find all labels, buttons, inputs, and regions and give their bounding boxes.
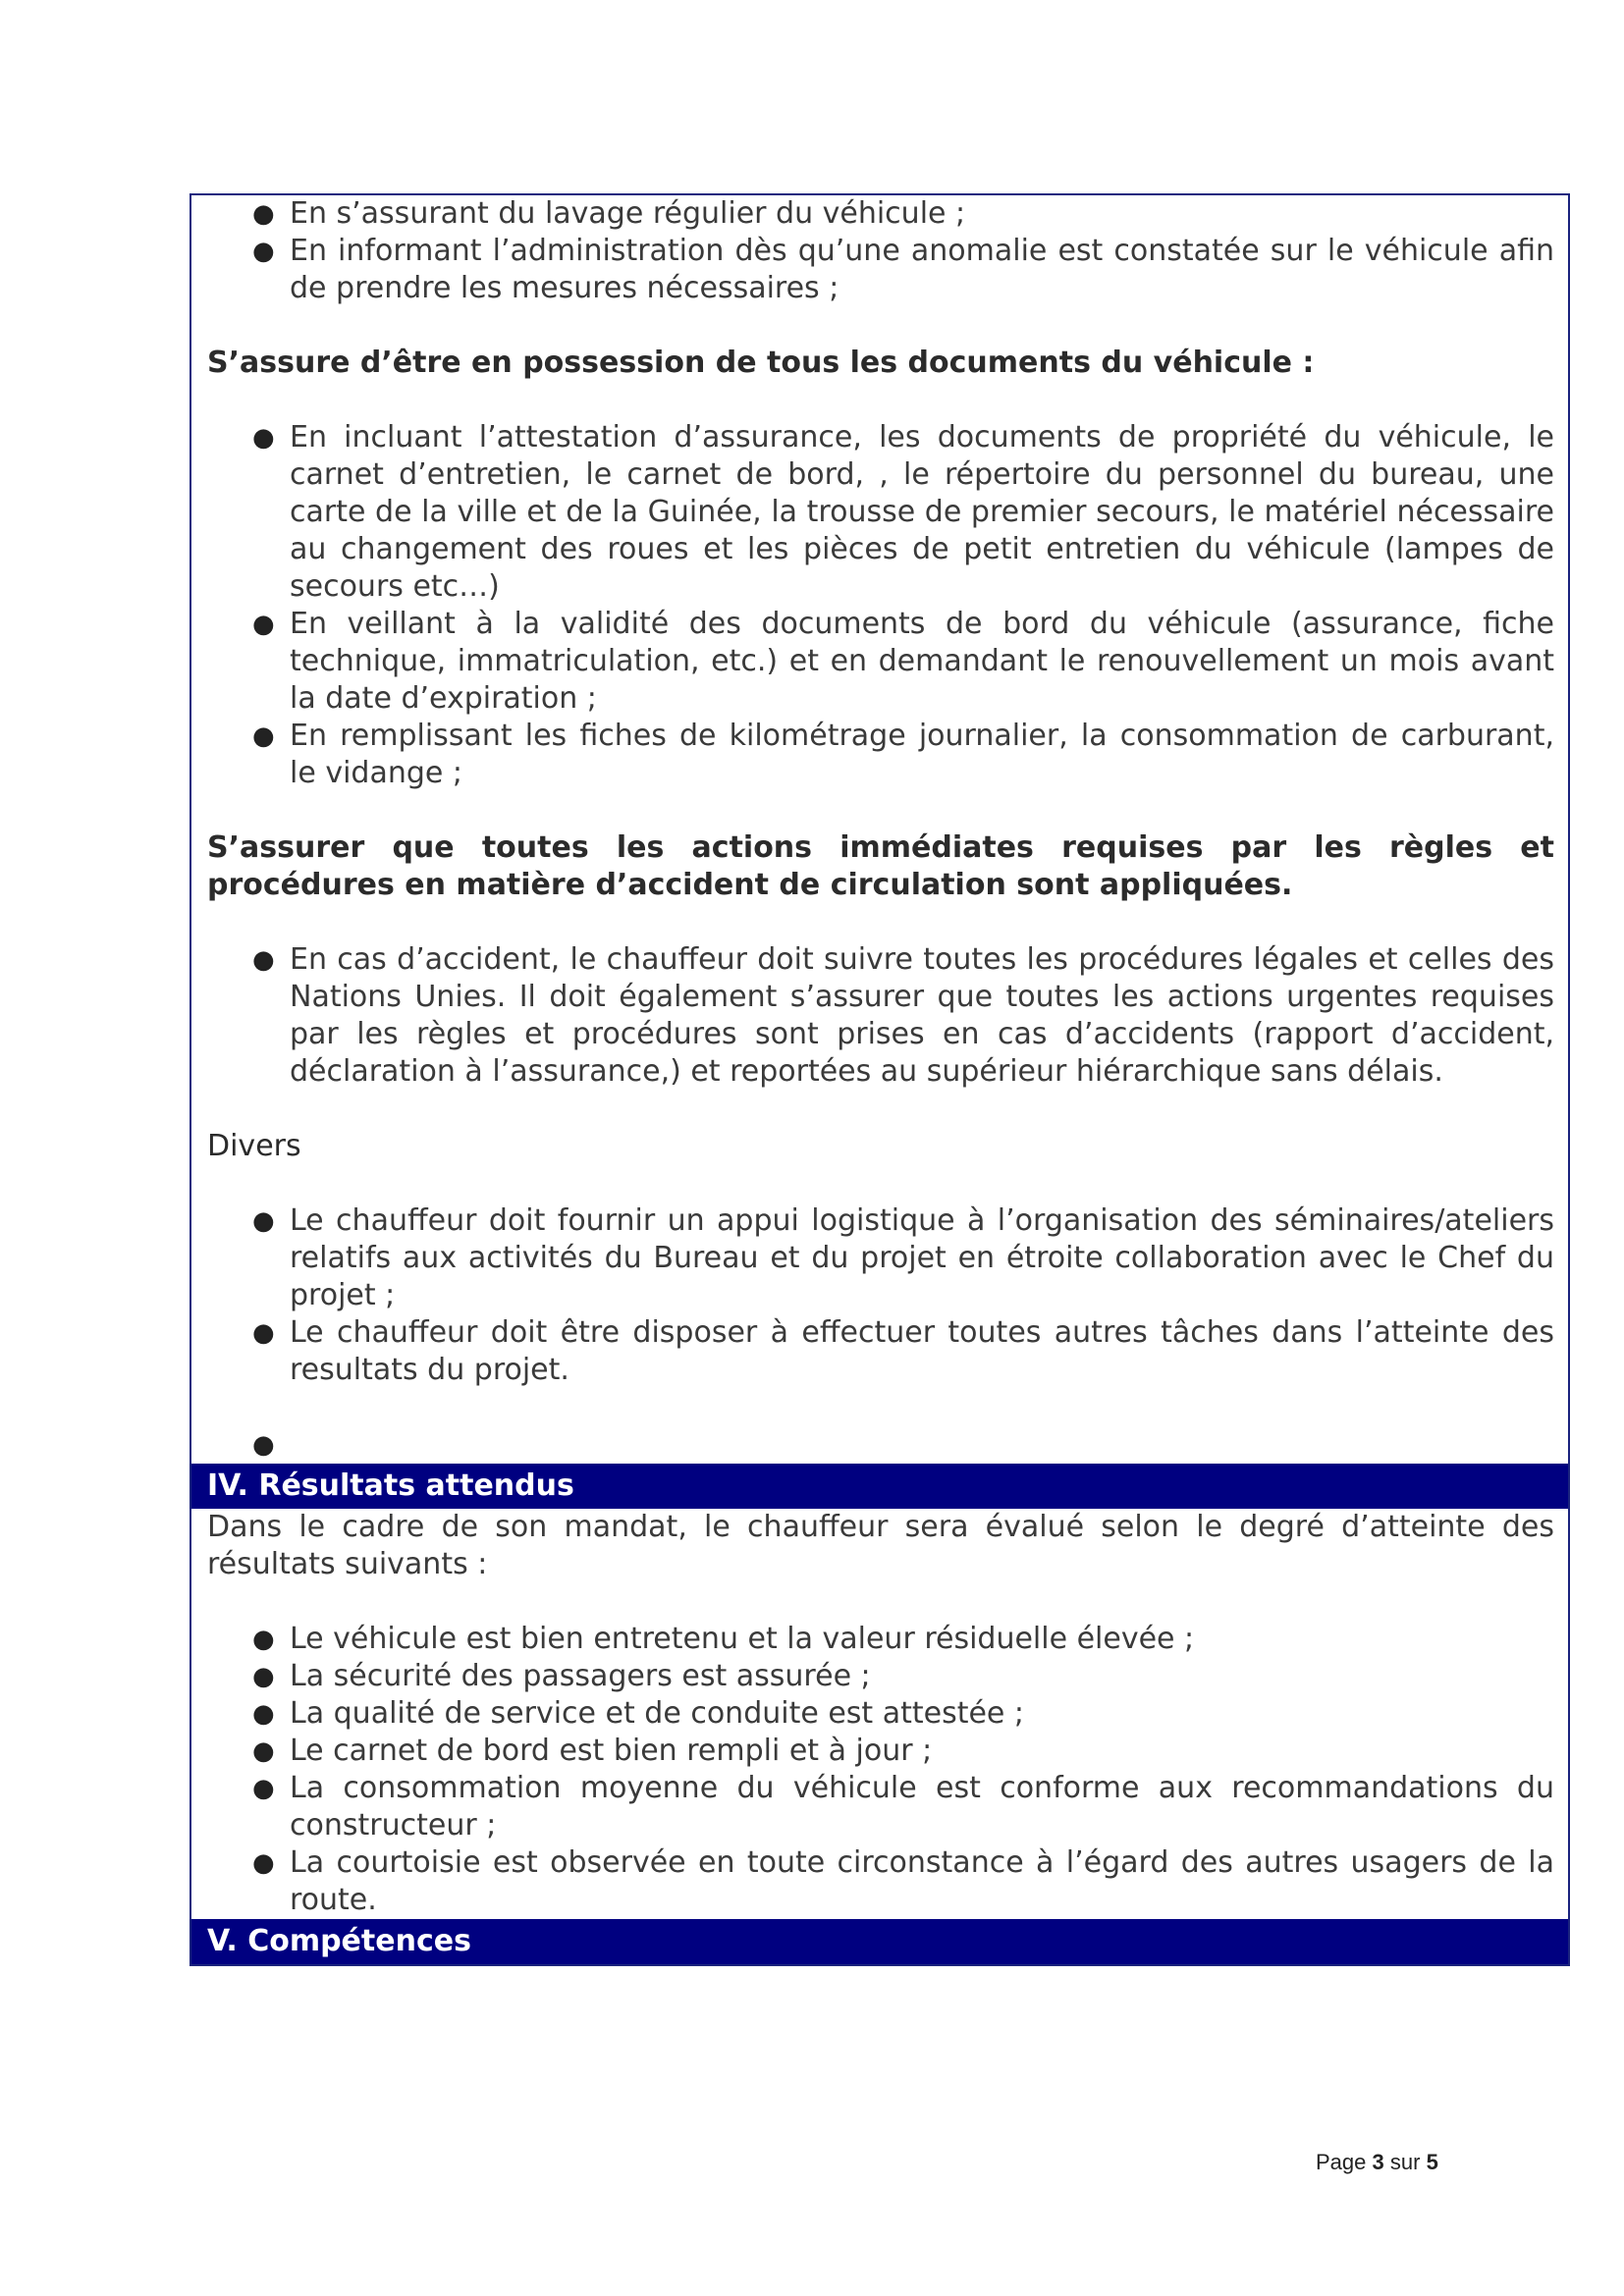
list-item: ● En informant l’administration dès qu’une anomalie est constatée sur le véhicule afin de prendre les mesures nécessaires ; (252, 234, 1554, 305)
list-item: ● Le véhicule est bien entretenu et la valeur résiduelle élevée ; (252, 1622, 1195, 1656)
results-section (191, 1509, 1568, 1919)
bullet-icon: ● (252, 1662, 275, 1691)
list-item: ● La consommation moyenne du véhicule est conforme aux recommandations du constructeur ; (252, 1771, 1554, 1842)
page-total: 5 (1426, 2150, 1438, 2174)
bullet-icon: ● (252, 610, 275, 639)
list-item (207, 1426, 1554, 1464)
document-frame (189, 193, 1570, 1966)
results-section-band: IV. Résultats attendus (191, 1464, 1568, 1509)
bullet-icon: ● (252, 721, 275, 751)
divers-heading: Divers (207, 1129, 301, 1163)
bullet-icon: ● (252, 1625, 275, 1654)
bullet-icon: ● (252, 1318, 275, 1348)
accident-bullet-list (207, 941, 1554, 1091)
list-item: ● Le chauffeur doit fournir un appui logistique à l’organisation des séminaires/ateliers relatifs aux activités du Bureau et du projet en étroite collaboration avec le Chef du projet ; (252, 1203, 1554, 1312)
competences-section-band: V. Compétences (191, 1919, 1568, 1964)
continued-bullet-list (207, 195, 1554, 307)
list-item: ● Le carnet de bord est bien rempli et à jour ; (252, 1734, 933, 1768)
list-item: ● En incluant l’attestation d’assurance, les documents de propriété du véhicule, le carnet d’entretien, le carnet de bord, , le répertoire du personnel du bureau, une carte de la ville et de la Guinée, la trousse de premier secours, le matériel nécessaire au changement des roues et les pièces de petit entretien du véhicule (lampes de secours etc…) (252, 420, 1554, 604)
bullet-icon: ● (252, 237, 275, 266)
documents-heading: S’assure d’être en possession de tous les documents du véhicule : (207, 346, 1315, 380)
accident-heading: S’assurer que toutes les actions immédiates requises par les règles et procédures en matière d’accident de circulation sont appliquées. (207, 830, 1554, 902)
bullet-icon: ● (252, 1774, 275, 1803)
bullet-icon: ● (252, 1736, 275, 1766)
results-bullet-list (207, 1621, 1554, 1919)
bullet-icon: ● (252, 1699, 275, 1729)
list-item: ● La courtoisie est observée en toute circonstance à l’égard des autres usagers de la route. (252, 1845, 1554, 1917)
page-label: Page (1316, 2150, 1367, 2174)
page-current: 3 (1372, 2150, 1384, 2174)
results-intro: Dans le cadre de son mandat, le chauffeur sera évalué selon le degré d’atteinte des résultats suivants : (207, 1510, 1554, 1581)
bullet-icon: ● (252, 945, 275, 975)
list-item: ● En cas d’accident, le chauffeur doit suivre toutes les procédures légales et celles des Nations Unies. Il doit également s’assurer que toutes les actions urgentes requises par les règles et procédures sont prises en cas d’accidents (rapport d’accident, déclaration à l’assurance,) et reportées au supérieur hiérarchique sans délais. (252, 942, 1554, 1089)
bullet-icon: ● (252, 1206, 275, 1236)
list-item: ● La sécurité des passagers est assurée ; (252, 1659, 871, 1693)
section-continued (191, 195, 1568, 1464)
documents-bullet-list (207, 419, 1554, 792)
list-item: ● En s’assurant du lavage régulier du véhicule ; (252, 196, 966, 231)
list-item: ● Le chauffeur doit être disposer à effectuer toutes autres tâches dans l’atteinte des resultats du projet. (252, 1315, 1554, 1387)
bullet-icon: ● (252, 423, 275, 453)
bullet-icon: ● (252, 1430, 275, 1460)
empty-bullet-list (207, 1426, 1554, 1464)
divers-bullet-list (207, 1202, 1554, 1389)
page-footer (1316, 2150, 1438, 2175)
list-item: ● La qualité de service et de conduite est attestée ; (252, 1696, 1025, 1731)
list-item: ● En veillant à la validité des documents de bord du véhicule (assurance, fiche technique, immatriculation, etc.) et en demandant le renouvellement un mois avant la date d’expiration ; (252, 607, 1554, 716)
list-item: ● En remplissant les fiches de kilométrage journalier, la consommation de carburant, le vidange ; (252, 719, 1554, 790)
page-separator: sur (1389, 2150, 1421, 2174)
bullet-icon: ● (252, 1848, 275, 1878)
bullet-icon: ● (252, 199, 275, 229)
